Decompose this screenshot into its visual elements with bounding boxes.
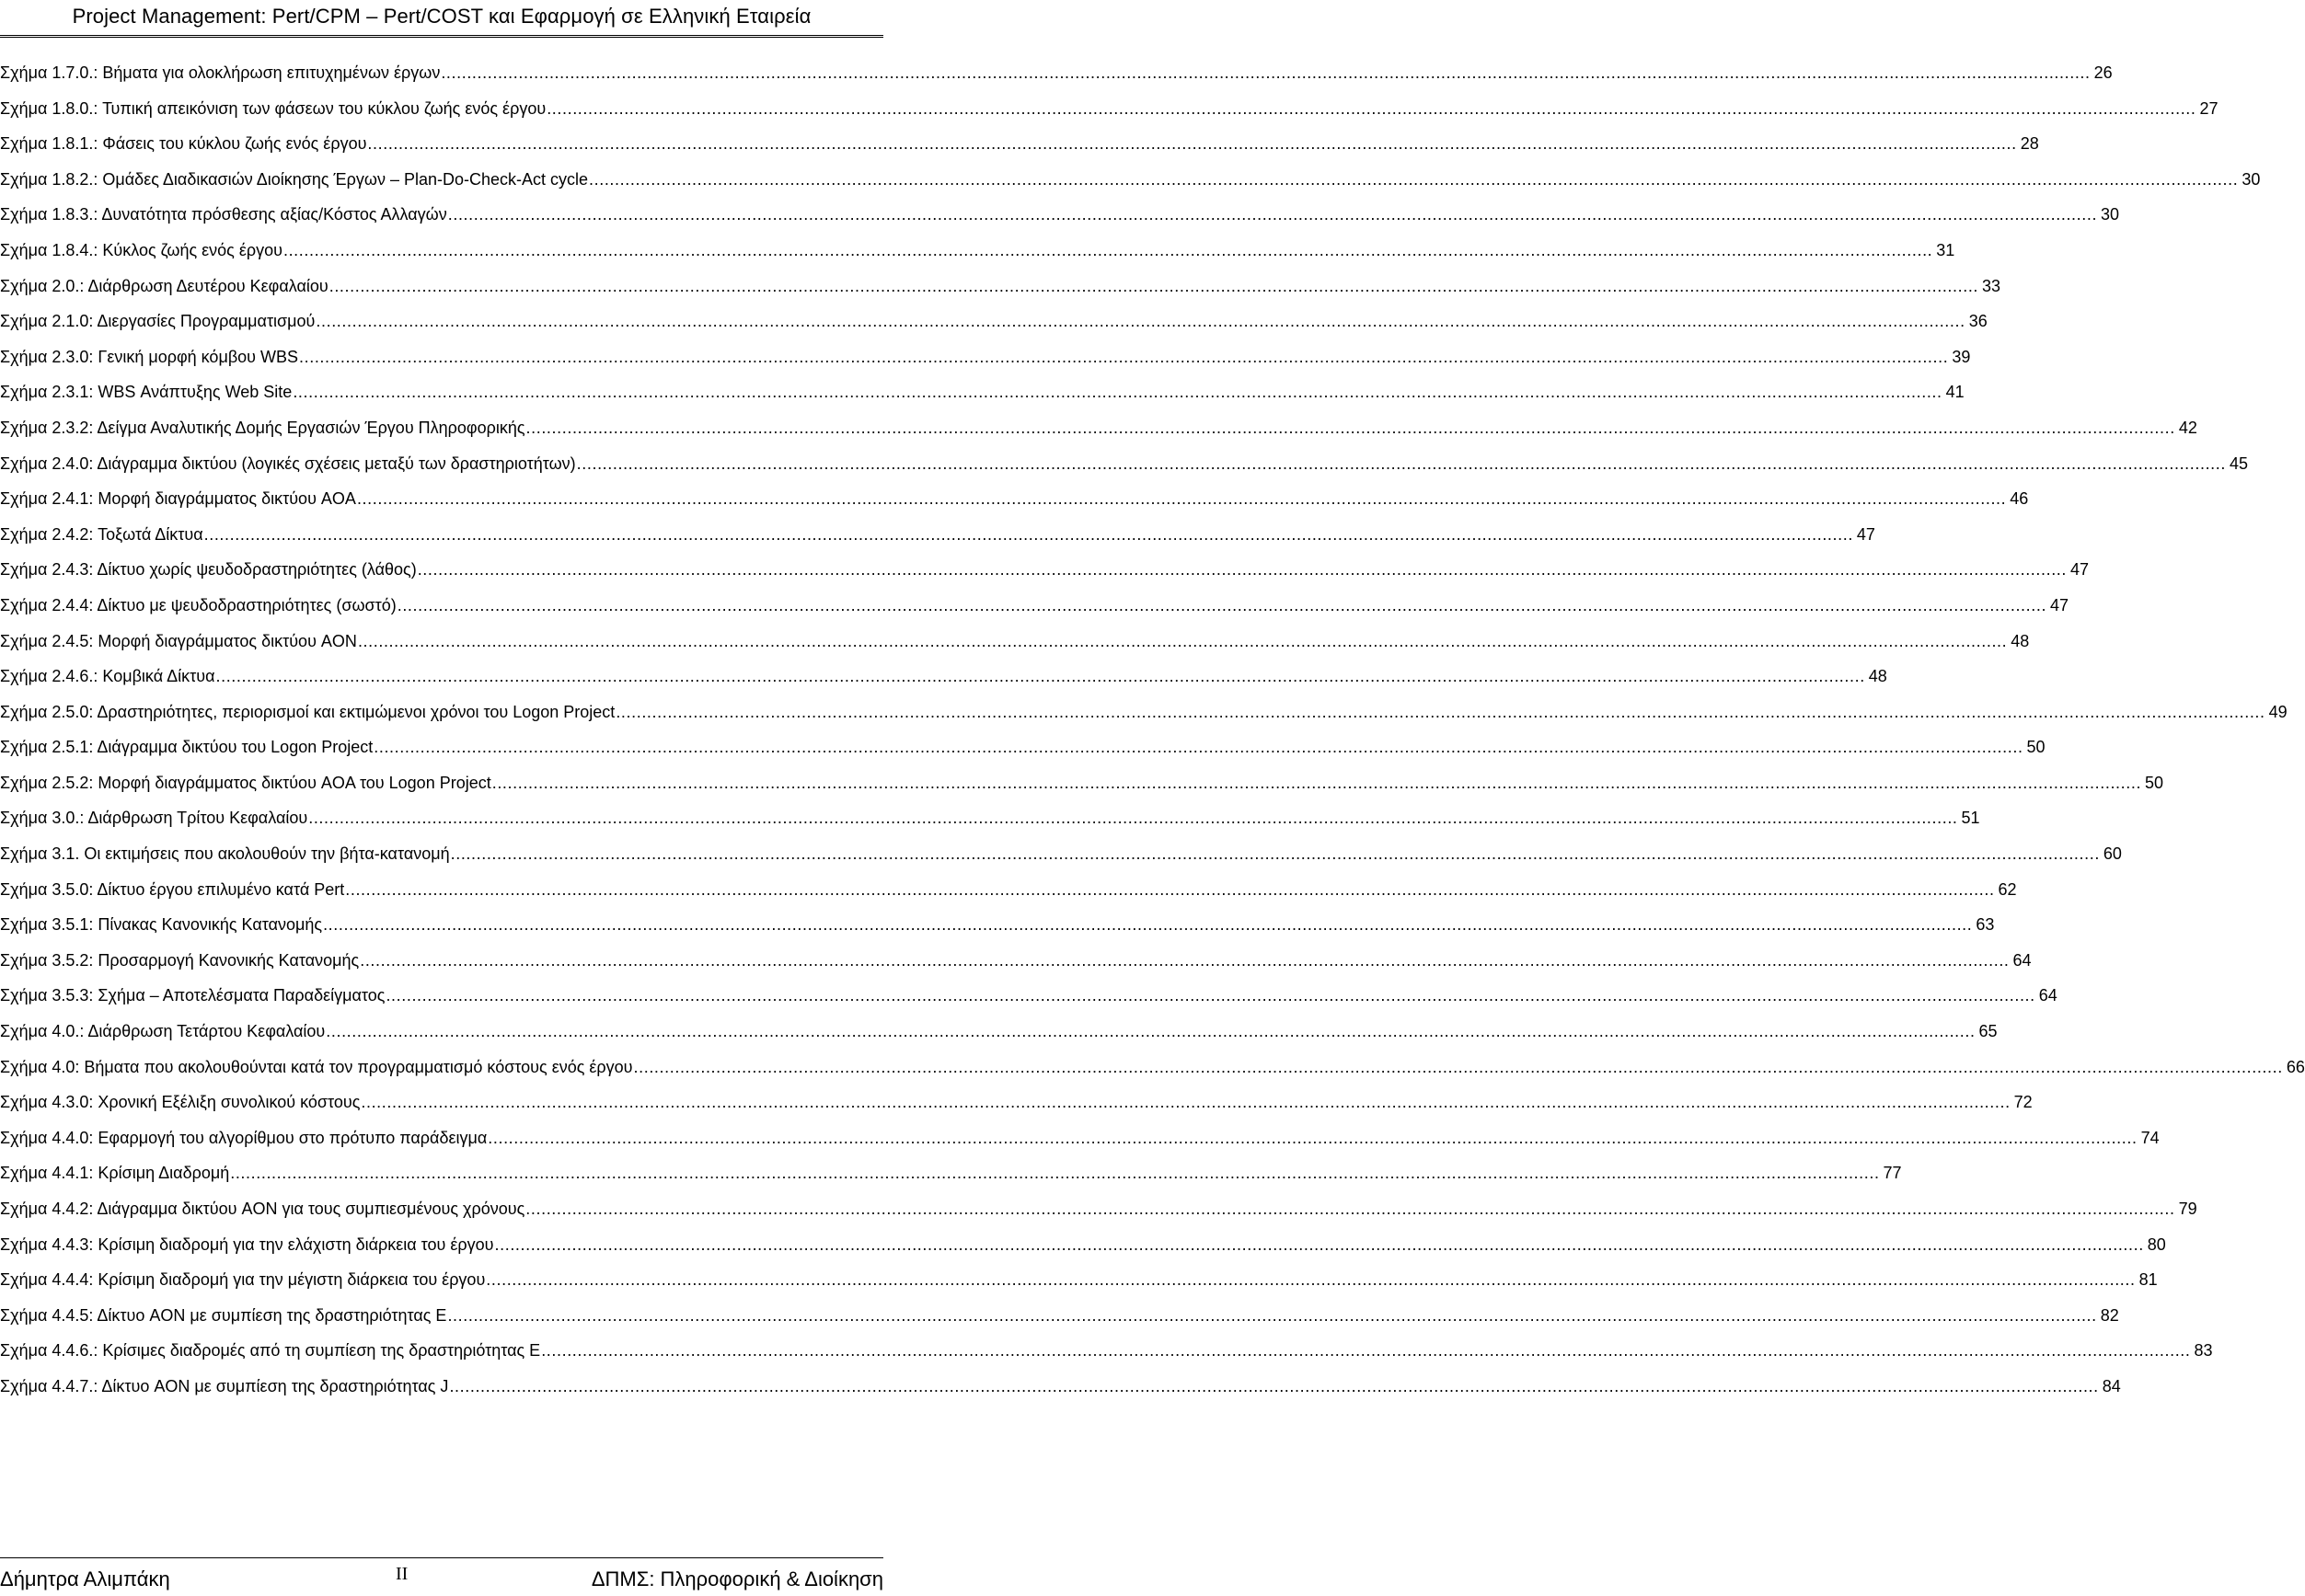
dot-leader: [634, 1050, 2283, 1085]
toc-entry-page: 39: [1952, 347, 1971, 366]
toc-entry-page: 47: [1856, 524, 1875, 544]
toc-entry-title: Σχήμα 4.4.7.: Δίκτυο AON με συμπίεση της δραστηριότητας J: [0, 1376, 449, 1395]
toc-entry-page: 48: [1868, 667, 1887, 686]
list-of-figures: [0, 55, 2305, 1405]
toc-entry-title: Σχήμα 3.5.1: Πίνακας Κανονικής Κατανομής: [0, 915, 323, 935]
toc-entry-title: Σχήμα 2.5.0: Δραστηριότητες, περιορισμοί και εκτιμώμενοι χρόνοι του Logon Project: [0, 702, 616, 721]
running-footer: [0, 1563, 883, 1596]
dot-leader: [299, 339, 1948, 375]
dot-leader: [360, 943, 2009, 979]
dot-leader: [451, 836, 2100, 872]
toc-entry-title: Σχήμα 2.4.0: Διάγραμμα δικτύου (λογικές σχέσεις μεταξύ των δραστηριοτήτων): [0, 454, 576, 473]
toc-entry-page: 30: [2101, 205, 2120, 224]
dot-leader: [367, 126, 2016, 162]
toc-entry[interactable]: [0, 233, 1955, 269]
dot-leader: [418, 552, 2067, 588]
footer-author: Δήμητρα Αλιμπάκη: [0, 1567, 170, 1590]
toc-entry-title: Σχήμα 4.4.2: Διάγραμμα δικτύου AON για τους συμπιεσμένους χρόνους: [0, 1200, 525, 1218]
toc-entry[interactable]: [0, 197, 2120, 233]
toc-entry-title: Σχήμα 4.3.0: Χρονική Εξέλιξη συνολικού κόστους: [0, 1093, 361, 1112]
dot-leader: [547, 91, 2196, 127]
toc-entry[interactable]: [0, 1085, 2033, 1120]
dot-leader: [323, 907, 1972, 943]
toc-entry[interactable]: [0, 446, 2248, 482]
toc-entry-page: 45: [2229, 454, 2248, 473]
header-divider: [0, 35, 883, 38]
toc-entry[interactable]: [0, 1120, 2160, 1156]
dot-leader: [329, 269, 1978, 304]
toc-entry[interactable]: [0, 481, 2029, 517]
toc-entry[interactable]: [0, 624, 2030, 660]
toc-entry[interactable]: [0, 1333, 2213, 1369]
toc-entry-page: 49: [2268, 702, 2288, 721]
toc-entry[interactable]: [0, 339, 1971, 375]
toc-entry-page: 66: [2286, 1057, 2305, 1076]
dot-leader: [293, 374, 1942, 410]
toc-entry-page: 48: [2011, 631, 2030, 650]
dot-leader: [541, 1333, 2190, 1369]
toc-entry-page: 30: [2242, 169, 2261, 189]
dot-leader: [525, 1191, 2174, 1227]
toc-entry-page: 50: [2145, 773, 2164, 792]
toc-entry-page: 26: [2093, 63, 2113, 82]
toc-entry-page: 79: [2178, 1200, 2197, 1218]
toc-entry-title: Σχήμα 4.0.: Διάρθρωση Τετάρτου Κεφαλαίου: [0, 1022, 326, 1041]
toc-entry[interactable]: [0, 162, 2261, 198]
toc-entry-page: 47: [2050, 595, 2069, 614]
toc-entry-title: Σχήμα 4.0: Βήματα που ακολουθούνται κατά τον προγραμματισμό κόστους ενός έργου: [0, 1057, 633, 1076]
toc-entry-page: 36: [1968, 312, 1988, 331]
dot-leader: [361, 1085, 2010, 1120]
toc-entry[interactable]: [0, 552, 2090, 588]
dot-leader: [495, 1227, 2144, 1263]
toc-entry-title: Σχήμα 2.3.1: WBS Ανάπτυξης Web Site: [0, 383, 293, 402]
dot-leader: [589, 162, 2238, 198]
toc-entry-page: 46: [2010, 489, 2029, 509]
dot-leader: [308, 800, 1957, 836]
toc-entry[interactable]: [0, 374, 1965, 410]
toc-entry-title: Σχήμα 3.5.0: Δίκτυο έργου επιλυμένο κατά Pert: [0, 879, 345, 899]
toc-entry-page: 42: [2178, 418, 2197, 437]
toc-entry-title: Σχήμα 2.0.: Διάρθρωση Δευτέρου Κεφαλαίου: [0, 276, 328, 295]
toc-entry-title: Σχήμα 2.4.6.: Κομβικά Δίκτυα: [0, 667, 215, 686]
footer-program: ΔΠΜΣ: Πληροφορική & Διοίκηση: [591, 1567, 883, 1590]
toc-entry[interactable]: [0, 1155, 1902, 1191]
toc-entry-title: Σχήμα 3.5.2: Προσαρμογή Κανονικής Κατανομής: [0, 950, 360, 970]
toc-entry[interactable]: [0, 1369, 2121, 1405]
header-title: Project Management: Pert/CPM – Pert/COST και Εφαρμογή σε Ελληνική Εταιρεία: [72, 5, 812, 28]
toc-entry-page: 60: [2103, 844, 2122, 864]
toc-entry-title: Σχήμα 2.4.5: Μορφή διαγράμματος δικτύου AON: [0, 631, 357, 650]
toc-entry-page: 31: [1936, 240, 1955, 259]
dot-leader: [448, 197, 2097, 233]
toc-entry-title: Σχήμα 2.3.2: Δείγμα Αναλυτικής Δομής Εργασιών Έργου Πληροφορικής: [0, 418, 525, 437]
toc-entry-title: Σχήμα 1.8.1.: Φάσεις του κύκλου ζωής ενός έργου: [0, 134, 367, 154]
toc-entry-page: 47: [2069, 560, 2090, 580]
toc-entry-page: 83: [2194, 1341, 2213, 1361]
toc-entry[interactable]: [0, 659, 1887, 695]
dot-leader: [358, 624, 2007, 660]
toc-entry-page: 77: [1883, 1164, 1902, 1183]
toc-entry-title: Σχήμα 2.1.0: Διεργασίες Προγραμματισμού: [0, 312, 316, 331]
toc-entry-title: Σχήμα 3.0.: Διάρθρωση Τρίτου Κεφαλαίου: [0, 809, 308, 828]
toc-entry-title: Σχήμα 2.4.3: Δίκτυο χωρίς ψευδοδραστηριότητες (λάθος): [0, 560, 417, 580]
dot-leader: [441, 55, 2090, 91]
dot-leader: [447, 1298, 2096, 1334]
toc-entry-page: 64: [2038, 986, 2057, 1005]
toc-entry-page: 84: [2102, 1376, 2121, 1395]
toc-entry[interactable]: [0, 1014, 1998, 1050]
dot-leader: [326, 1014, 1975, 1050]
toc-entry-page: 28: [2020, 134, 2039, 154]
toc-entry-title: Σχήμα 3.1. Οι εκτιμήσεις που ακολουθούν την βήτα-κατανομή: [0, 844, 450, 864]
toc-entry[interactable]: [0, 269, 2001, 304]
toc-entry-title: Σχήμα 1.7.0.: Βήματα για ολοκλήρωση επιτυχημένων έργων: [0, 63, 441, 82]
toc-entry[interactable]: [0, 907, 1995, 943]
toc-entry-title: Σχήμα 1.8.4.: Κύκλος ζωής ενός έργου: [0, 240, 282, 259]
toc-entry-title: Σχήμα 4.4.3: Κρίσιμη διαδρομή για την ελάχιστη διάρκεια του έργου: [0, 1234, 494, 1254]
toc-entry-title: Σχήμα 2.4.2: Τοξωτά Δίκτυα: [0, 524, 203, 544]
toc-entry[interactable]: [0, 304, 1988, 339]
toc-entry[interactable]: [0, 695, 2288, 730]
toc-entry-page: 65: [1978, 1022, 1998, 1041]
toc-entry[interactable]: [0, 1227, 2166, 1263]
toc-entry-page: 33: [1982, 276, 2001, 295]
toc-entry-page: 50: [2026, 738, 2046, 757]
toc-entry-title: Σχήμα 4.4.1: Κρίσιμη Διαδρομή: [0, 1164, 230, 1183]
toc-entry-page: 63: [1976, 915, 1995, 935]
dot-leader: [398, 588, 2046, 624]
dot-leader: [577, 446, 2226, 482]
toc-entry-title: Σχήμα 2.3.0: Γενική μορφή κόμβου WBS: [0, 347, 299, 366]
dot-leader: [486, 1262, 2135, 1298]
dot-leader: [345, 872, 1994, 908]
dot-leader: [216, 659, 1865, 695]
toc-entry-page: 62: [1998, 879, 2017, 899]
toc-entry-title: Σχήμα 2.5.1: Διάγραμμα δικτύου του Logon Project: [0, 738, 374, 757]
dot-leader: [230, 1155, 1879, 1191]
dot-leader: [316, 304, 1965, 339]
toc-entry[interactable]: [0, 836, 2122, 872]
toc-entry-page: 74: [2140, 1128, 2160, 1147]
toc-entry[interactable]: [0, 943, 2032, 979]
footer-divider: [0, 1557, 883, 1558]
toc-entry-title: Σχήμα 2.4.1: Μορφή διαγράμματος δικτύου AOA: [0, 489, 356, 509]
toc-entry-title: Σχήμα 1.8.2.: Ομάδες Διαδικασιών Διοίκησης Έργων – Plan-Do-Check-Act cycle: [0, 169, 589, 189]
toc-entry[interactable]: [0, 1191, 2197, 1227]
dot-leader: [374, 729, 2023, 765]
toc-entry[interactable]: [0, 55, 2113, 91]
toc-entry[interactable]: [0, 978, 2057, 1014]
toc-entry[interactable]: [0, 872, 2017, 908]
toc-entry-page: 51: [1961, 809, 1980, 828]
toc-entry-page: 41: [1945, 383, 1965, 402]
toc-entry-page: 27: [2199, 98, 2219, 118]
toc-entry-title: Σχήμα 4.4.5: Δίκτυο AON με συμπίεση της δραστηριότητας E: [0, 1305, 447, 1325]
toc-entry[interactable]: [0, 800, 1980, 836]
dot-leader: [616, 695, 2265, 730]
toc-entry[interactable]: [0, 91, 2219, 127]
toc-entry[interactable]: [0, 588, 2069, 624]
toc-entry[interactable]: [0, 1050, 2305, 1085]
dot-leader: [357, 481, 2006, 517]
toc-entry-title: Σχήμα 3.5.3: Σχήμα – Αποτελέσματα Παραδείγματος: [0, 986, 386, 1005]
toc-entry[interactable]: [0, 410, 2197, 446]
toc-entry-title: Σχήμα 4.4.6.: Κρίσιμες διαδρομές από τη συμπίεση της δραστηριότητας E: [0, 1341, 541, 1361]
toc-entry-title: Σχήμα 1.8.0.: Τυπική απεικόνιση των φάσεων του κύκλου ζωής ενός έργου: [0, 98, 547, 118]
toc-entry-page: 81: [2138, 1270, 2158, 1290]
toc-entry-title: Σχήμα 1.8.3.: Δυνατότητα πρόσθεσης αξίας/Κόστος Αλλαγών: [0, 205, 447, 224]
toc-entry-page: 64: [2012, 950, 2032, 970]
toc-entry-title: Σχήμα 4.4.0: Εφαρμογή του αλγορίθμου στο πρότυπο παράδειγμα: [0, 1128, 488, 1147]
toc-entry-page: 72: [2013, 1093, 2033, 1112]
dot-leader: [386, 978, 2034, 1014]
toc-entry-page: 82: [2100, 1305, 2119, 1325]
toc-entry[interactable]: [0, 517, 1875, 553]
toc-entry[interactable]: [0, 729, 2046, 765]
toc-entry-title: Σχήμα 2.5.2: Μορφή διαγράμματος δικτύου AOA του Logon Project: [0, 773, 491, 792]
toc-entry[interactable]: [0, 1262, 2158, 1298]
dot-leader: [204, 517, 1853, 553]
toc-entry-title: Σχήμα 4.4.4: Κρίσιμη διαδρομή για την μέγιστη διάρκεια του έργου: [0, 1270, 486, 1290]
dot-leader: [492, 765, 2141, 801]
dot-leader: [449, 1369, 2098, 1405]
toc-entry[interactable]: [0, 765, 2164, 801]
footer-page-number: II: [396, 1564, 409, 1584]
toc-entry-page: 80: [2147, 1234, 2166, 1254]
toc-entry[interactable]: [0, 126, 2039, 162]
toc-entry-title: Σχήμα 2.4.4: Δίκτυο με ψευδοδραστηριότητες (σωστό): [0, 595, 397, 614]
dot-leader: [526, 410, 2175, 446]
dot-leader: [488, 1120, 2137, 1156]
toc-entry[interactable]: [0, 1298, 2119, 1334]
dot-leader: [283, 233, 1932, 269]
